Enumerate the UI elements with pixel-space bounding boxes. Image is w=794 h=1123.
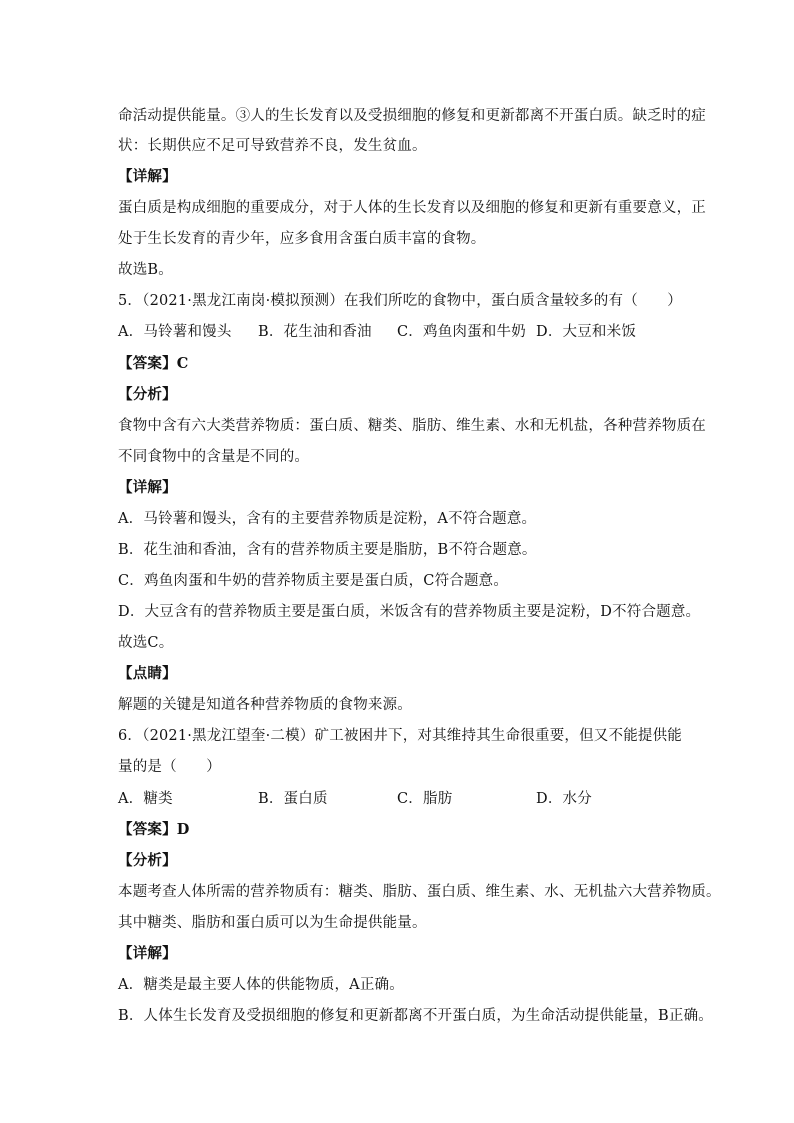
section-heading: 【点睛】 <box>118 665 177 682</box>
text-line: 其中糖类、脂肪和蛋白质可以为生命提供能量。 <box>118 915 427 931</box>
text-line: 食物中含有六大类营养物质：蛋白质、糖类、脂肪、维生素、水和无机盐，各种营养物质在 <box>118 418 706 434</box>
section-heading: 【详解】 <box>118 479 177 496</box>
text-line: 故选C。 <box>118 635 174 651</box>
text-line: 量的是（ ） <box>118 759 221 775</box>
text-line: A．糖类是最主要人体的供能物质，A正确。 <box>118 977 404 993</box>
q5-option: A．马铃薯和馒头 <box>118 324 232 340</box>
q5-option: B．花生油和香油 <box>258 324 372 340</box>
text-line: A．马铃薯和馒头，含有的主要营养物质是淀粉，A不符合题意。 <box>118 511 537 527</box>
text-line: 蛋白质是构成细胞的重要成分，对于人体的生长发育以及细胞的修复和更新有重要意义，正 <box>118 200 706 216</box>
text-line: 本题考查人体所需的营养物质有：糖类、脂肪、蛋白质、维生素、水、无机盐六大营养物质。 <box>118 884 721 900</box>
section-heading: 【详解】 <box>118 945 177 962</box>
text-line: C．鸡鱼肉蛋和牛奶的营养物质主要是蛋白质，C符合题意。 <box>118 573 509 589</box>
text-line: 处于生长发育的青少年，应多食用含蛋白质丰富的食物。 <box>118 231 486 247</box>
section-heading: 【答案】D <box>118 821 190 838</box>
q6-option: D．水分 <box>536 791 592 807</box>
q5-option: D．大豆和米饭 <box>536 324 637 340</box>
text-line: 不同食物中的含量是不同的。 <box>118 449 310 465</box>
text-line: 故选B。 <box>118 262 173 278</box>
q6-option: B．蛋白质 <box>258 791 328 807</box>
text-line: 5．（2021·黑龙江南岗·模拟预测）在我们所吃的食物中，蛋白质含量较多的有（ ） <box>118 293 682 309</box>
text-line: D．大豆含有的营养物质主要是蛋白质，米饭含有的营养物质主要是淀粉，D不符合题意。 <box>118 604 701 620</box>
text-line: 状：长期供应不足可导致营养不良，发生贫血。 <box>118 138 427 154</box>
text-line: 命活动提供能量。③人的生长发育以及受损细胞的修复和更新都离不开蛋白质。缺乏时的症 <box>118 108 706 124</box>
section-heading: 【详解】 <box>118 168 177 185</box>
section-heading: 【分析】 <box>118 852 177 869</box>
text-line: B．人体生长发育及受损细胞的修复和更新都离不开蛋白质，为生命活动提供能量，B正确。 <box>118 1008 714 1024</box>
text-line: 6．（2021·黑龙江望奎·二模）矿工被困井下，对其维持其生命很重要，但又不能提供能 <box>118 728 682 744</box>
text-line: 解题的关键是知道各种营养物质的食物来源。 <box>118 697 412 713</box>
q6-option: A．糖类 <box>118 791 173 807</box>
section-heading: 【答案】C <box>118 355 189 372</box>
q5-option: C．鸡鱼肉蛋和牛奶 <box>397 324 526 340</box>
section-heading: 【分析】 <box>118 386 177 403</box>
text-line: B．花生油和香油，含有的营养物质主要是脂肪，B不符合题意。 <box>118 542 537 558</box>
q6-option: C．脂肪 <box>397 791 453 807</box>
